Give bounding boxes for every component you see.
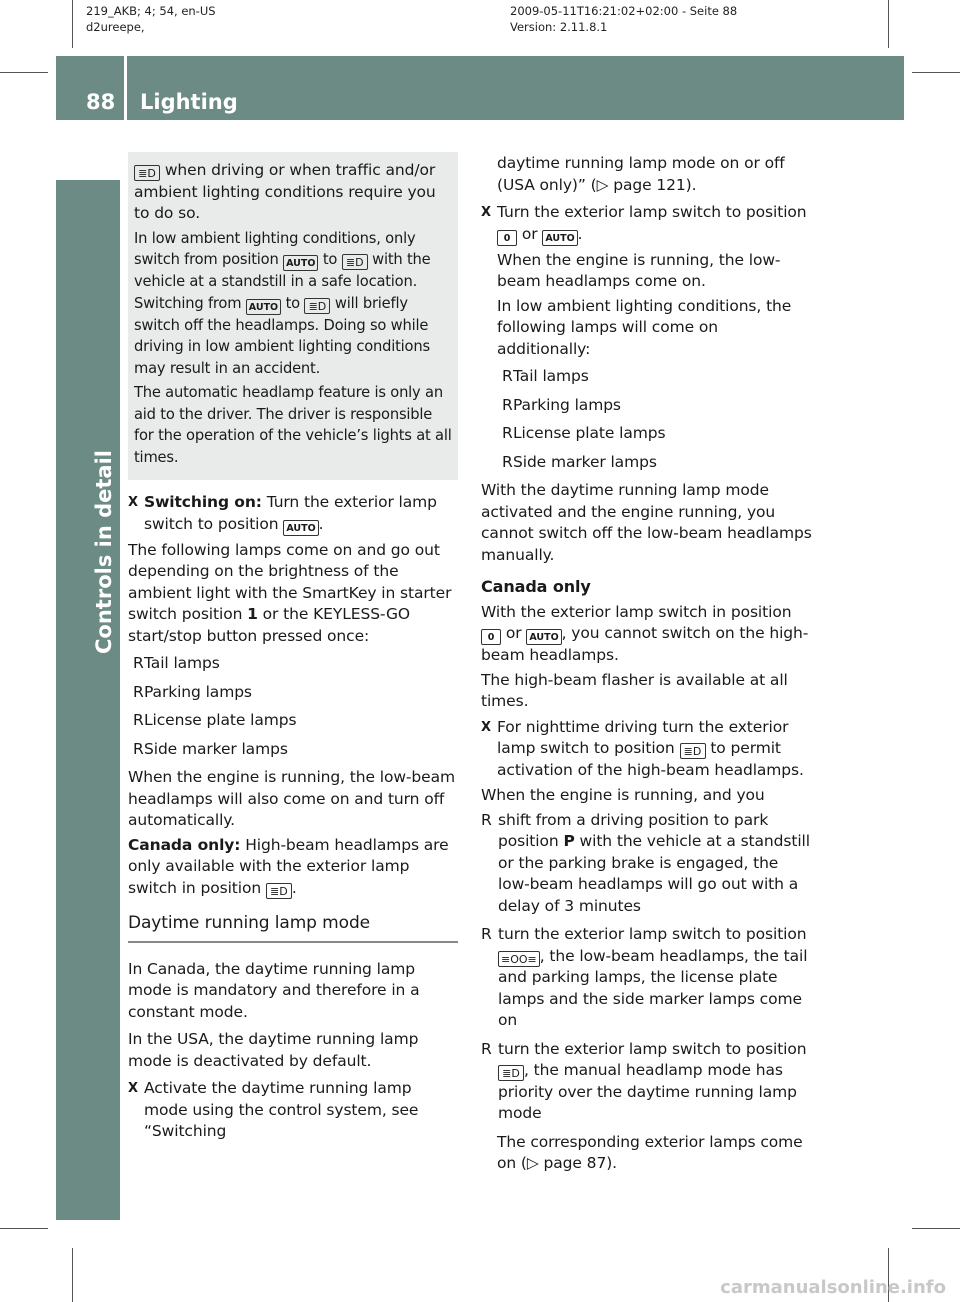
print-version: Version: 2.11.8.1 (510, 20, 608, 34)
zero-position-icon: 0 (497, 230, 517, 246)
body-paragraph: Canada only: High-beam headlamps are only available with the exterior lamp switch in position ≣D . (128, 835, 449, 898)
auto-icon: AUTO (283, 520, 318, 536)
header-divider (124, 56, 127, 120)
list-item: R turn the exterior lamp switch to position ≡OO≡ , the low-beam headlamps, the tail and parking lamps, the license plate lamps and the side marker lamps come on (481, 925, 808, 1029)
subheading-canada: Canada only (481, 577, 591, 596)
section-heading: Daytime running lamp mode (128, 913, 458, 943)
body-paragraph: When the engine is running, the low-beam headlamps will also come on and turn off automatically. (128, 768, 455, 829)
print-timestamp: 2009-05-11T16:21:02+02:00 - Seite 88 (510, 4, 738, 18)
low-beam-icon: ≣D (342, 254, 368, 270)
body-paragraph: The high-beam flasher is available at all times. (481, 670, 788, 710)
step-x-icon: X (128, 1081, 138, 1096)
auto-icon: AUTO (526, 629, 561, 645)
list-item: R Side marker lamps (133, 739, 288, 758)
page-ref-arrow-icon: ▷ (596, 175, 609, 194)
step-x-icon: X (481, 205, 491, 220)
zero-position-icon: 0 (481, 629, 501, 645)
list-item: R License plate lamps (502, 424, 666, 442)
list-item: R turn the exterior lamp switch to position ≣D , the manual headlamp mode has priority over the daytime running lamp mode (481, 1039, 807, 1122)
body-paragraph: When the engine is running, the low-beam headlamps come on. (497, 250, 781, 290)
crop-mark (912, 72, 960, 73)
side-tab-label: Controls in detail (92, 450, 116, 654)
body-paragraph: When the engine is running, and you (481, 786, 765, 804)
step-turn-switch: X Turn the exterior lamp switch to position 0 or AUTO . (481, 203, 807, 244)
body-paragraph: With the daytime running lamp mode activated and the engine running, you cannot switch off the low-beam headlamps manually. (481, 481, 812, 564)
body-paragraph: daytime running lamp mode on or off (USA only)” (▷ page 121). (497, 154, 785, 194)
list-item: R shift from a driving position to park position P with the vehicle at a standstill or the parking brake is engaged, the low-beam headlamps will go out with a delay of 3 minutes (481, 810, 810, 915)
list-item: R Tail lamps (502, 367, 589, 385)
auto-icon: AUTO (542, 230, 577, 246)
crop-mark (72, 1248, 73, 1302)
page-ref-arrow-icon: ▷ (526, 1154, 539, 1172)
step-nighttime: X For nighttime driving turn the exterior lamp switch to position ≣D to permit activation of the high-beam headlamps. (481, 717, 804, 779)
crop-mark (72, 0, 73, 48)
low-beam-icon: ≣D (304, 298, 330, 314)
list-item: R Side marker lamps (502, 452, 657, 471)
body-paragraph: In low ambient lighting conditions, the following lamps will come on additionally: (497, 296, 792, 358)
right-column (481, 153, 813, 1178)
body-paragraph: The following lamps come on and go out depending on the brightness of the ambient light with the SmartKey in starter switch position 1 or the KEYLESS-GO start/stop button pressed once: (128, 540, 452, 645)
step-x-icon: X (128, 495, 138, 510)
low-beam-icon: ≣D (266, 883, 292, 899)
print-author: d2ureepe, (86, 20, 145, 34)
crop-mark (912, 1228, 960, 1229)
auto-icon: AUTO (246, 299, 281, 315)
low-beam-icon: ≣D (498, 1065, 524, 1081)
section-title: Lighting (140, 90, 238, 114)
low-beam-icon: ≣D (134, 165, 160, 181)
list-item: R Tail lamps (133, 654, 220, 672)
list-item: R License plate lamps (133, 711, 297, 729)
crop-mark (0, 72, 48, 73)
body-paragraph: The corresponding exterior lamps come on (▷ page 87). (497, 1132, 803, 1172)
step-x-icon: X (481, 719, 491, 735)
list-item: R Parking lamps (133, 682, 252, 701)
warning-paragraph: In low ambient lighting conditions, only switch from position AUTO to ≣D with the vehicle at a standstill in a safe location. Switching from AUTO to ≣D will briefly switch off the headlamps. Doing so while driving in low ambient lighting conditions may result in an accident. (134, 229, 431, 377)
body-paragraph: In Canada, the daytime running lamp mode is mandatory and therefore in a constant mode. (128, 959, 420, 1021)
crop-mark (0, 1228, 48, 1229)
body-paragraph: With the exterior lamp switch in position 0 or AUTO , you cannot switch on the high-beam headlamps. (481, 602, 809, 664)
page-number: 88 (86, 90, 116, 114)
list-item: R Parking lamps (502, 395, 621, 414)
low-beam-icon: ≣D (680, 743, 706, 759)
warning-paragraph: ≣D when driving or when traffic and/or ambient lighting conditions require you to do so. (134, 161, 436, 222)
watermark: carmanualsonline.info (720, 1277, 946, 1298)
print-file-info: 219_AKB; 4; 54, en-US (86, 4, 216, 18)
body-paragraph: In the USA, the daytime running lamp mode is deactivated by default. (128, 1030, 419, 1070)
warning-paragraph: The automatic headlamp feature is only an aid to the driver. The driver is responsible for the operation of the vehicle’s lights at all times. (134, 384, 452, 466)
left-column (128, 152, 458, 1147)
parking-lamp-icon: ≡OO≡ (498, 951, 540, 967)
warning-box (128, 152, 458, 480)
step-activate: X Activate the daytime running lamp mode using the control system, see “Switching (128, 1079, 419, 1140)
step-switching-on: X Switching on: Turn the exterior lamp switch to position AUTO . (128, 493, 437, 534)
crop-mark (888, 0, 889, 48)
side-tab (56, 180, 120, 1220)
auto-icon: AUTO (283, 255, 318, 271)
